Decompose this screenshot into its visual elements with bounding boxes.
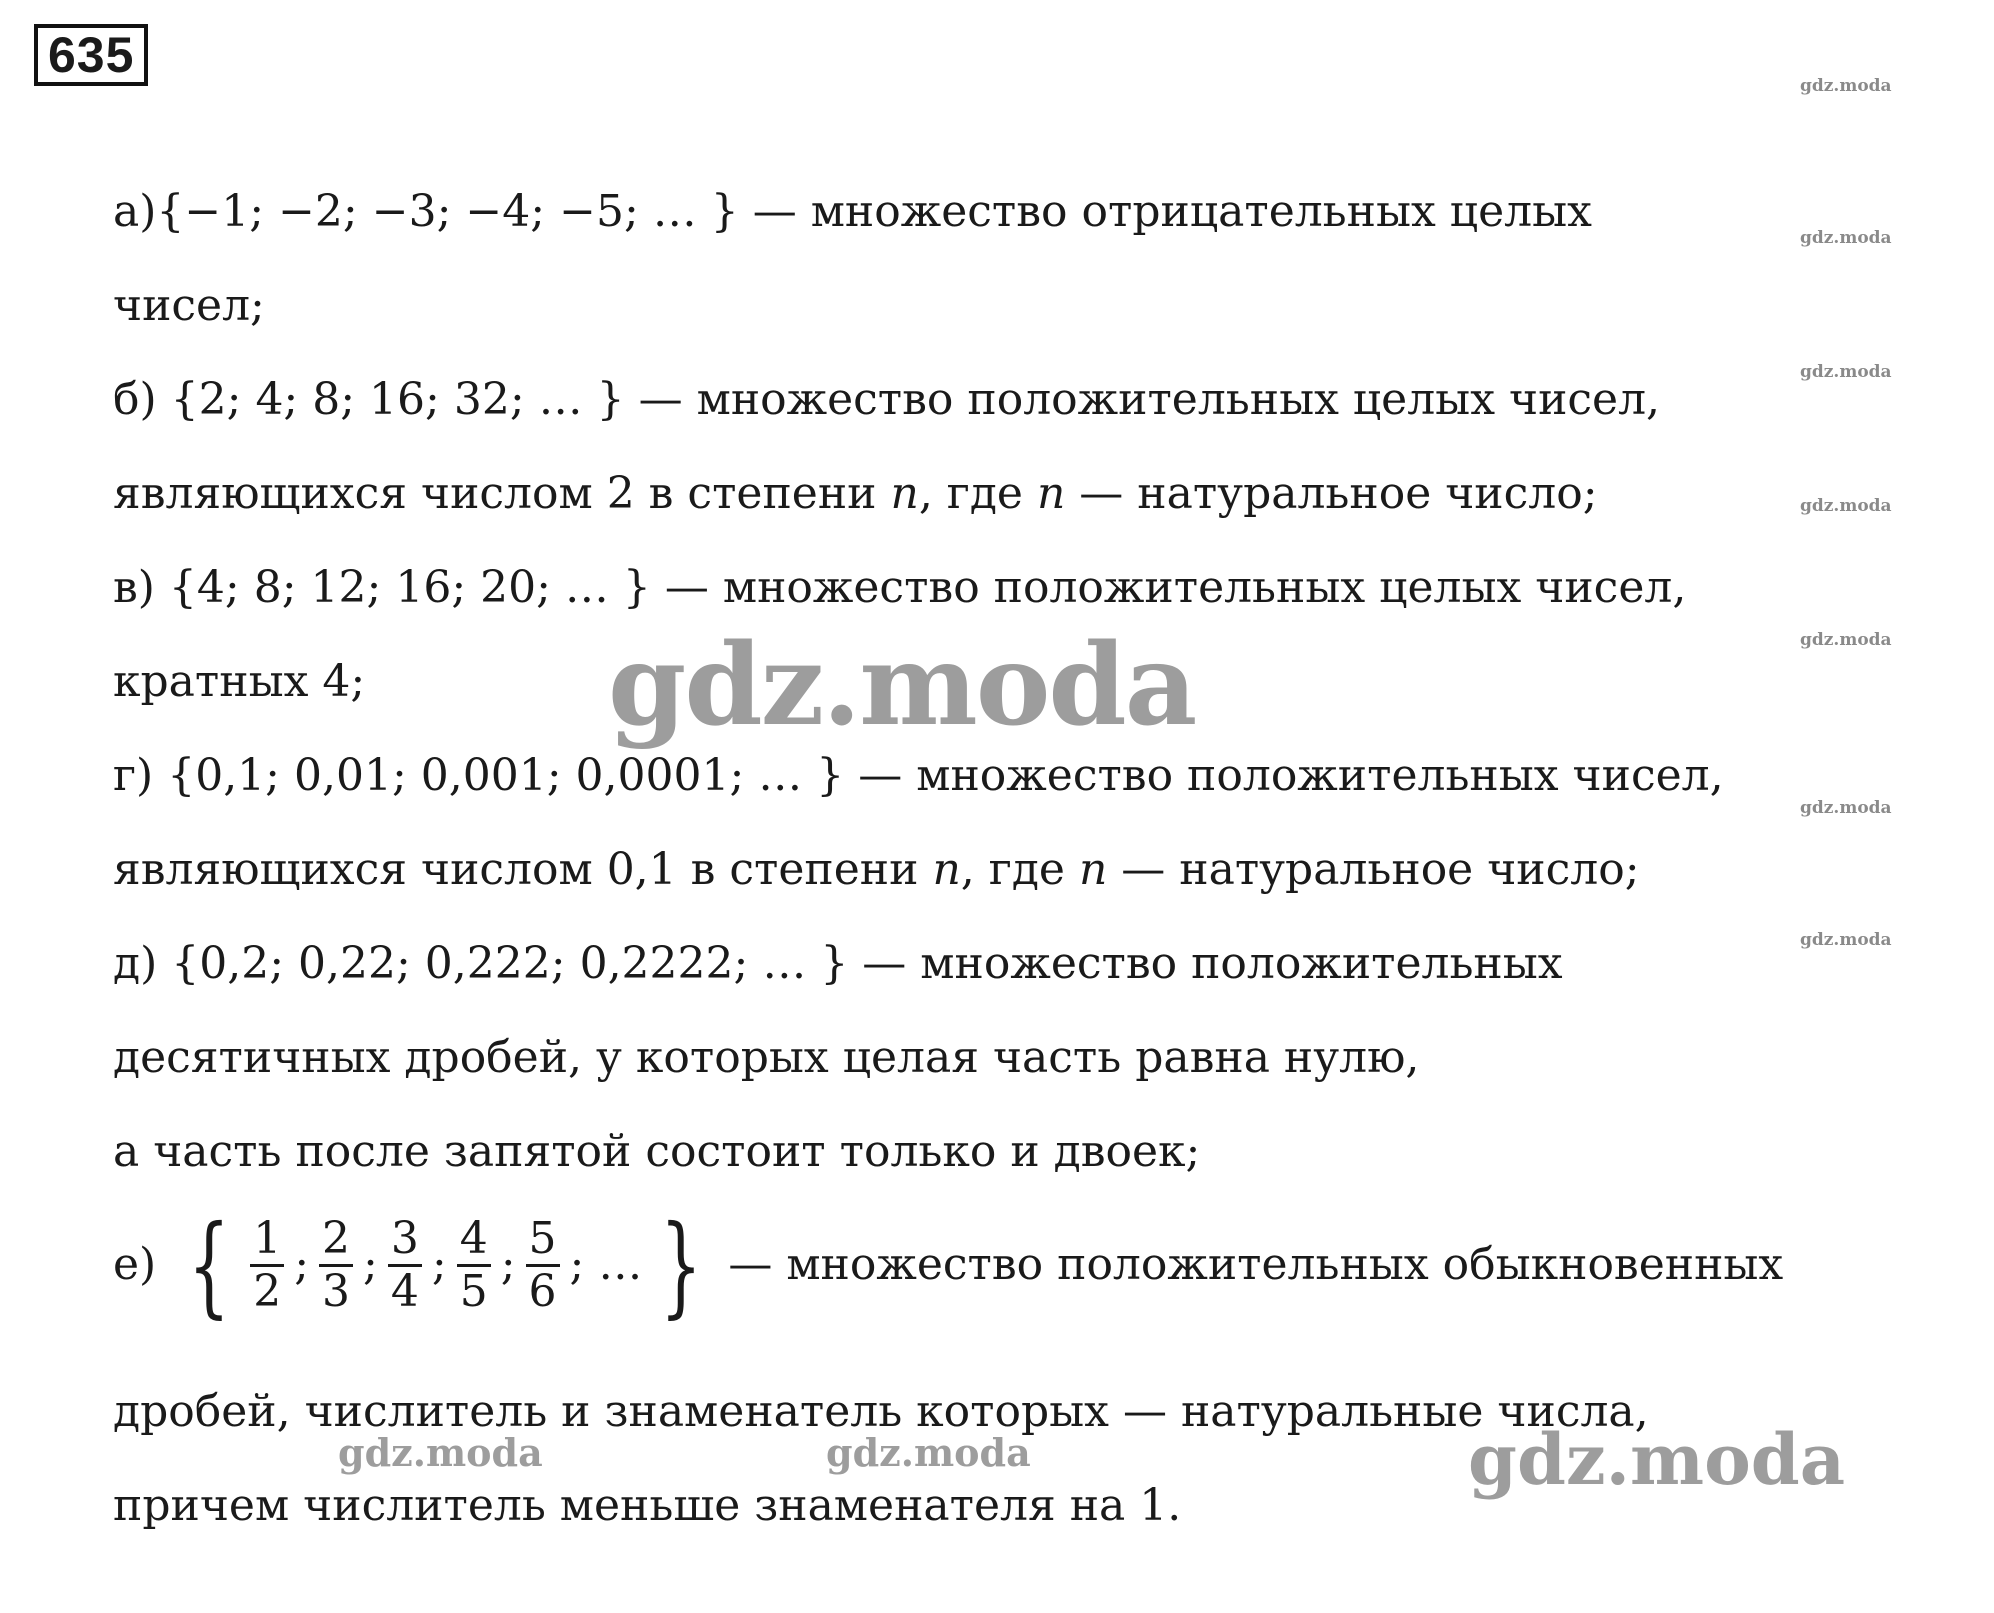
var-n: n [890, 468, 919, 519]
watermark: gdz.moda [1800, 930, 1892, 950]
line-d-cont2: а часть после запятой состоит только и двоек; [113, 1126, 1201, 1177]
fraction [457, 1214, 491, 1317]
var-n: n [1078, 844, 1108, 895]
denominator: 3 [322, 1265, 351, 1317]
ellipsis: ; … [569, 1239, 643, 1290]
numerator: 4 [459, 1212, 488, 1264]
line-b: б) {2; 4; 8; 16; 32; … } — множество положительных целых чисел, [113, 374, 1661, 425]
watermark: gdz.moda [1800, 362, 1892, 382]
line-v-cont: кратных 4; [113, 656, 366, 707]
watermark: gdz.moda [1800, 228, 1892, 248]
denominator: 6 [528, 1265, 557, 1317]
line-b-text1: являющихся числом 2 в степени [113, 468, 877, 519]
line-e-cont1: дробей, числитель и знаменатель которых — натуральные числа, [113, 1386, 1649, 1437]
watermark-large: gdz.moda [608, 620, 1196, 751]
line-g-text3: — натуральное число; [1107, 844, 1640, 895]
separator: ; [294, 1239, 310, 1290]
numerator: 1 [253, 1212, 282, 1264]
line-e [113, 1201, 1784, 1329]
line-a-cont: чисел; [113, 280, 265, 331]
item-e-label: е) [113, 1239, 157, 1290]
watermark: gdz.moda [1800, 496, 1892, 516]
line-b-cont [113, 466, 1598, 522]
denominator: 5 [459, 1265, 488, 1317]
numerator: 2 [322, 1212, 351, 1264]
task-number: 635 [34, 24, 148, 86]
denominator: 4 [390, 1265, 419, 1317]
numerator: 5 [528, 1212, 557, 1264]
line-b-text3: — натуральное число; [1065, 468, 1598, 519]
line-g: г) {0,1; 0,01; 0,001; 0,0001; … } — множество положительных чисел, [113, 750, 1724, 801]
item-e-tail: — множество положительных обыкновенных [728, 1239, 1784, 1290]
line-g-cont [113, 842, 1640, 898]
fraction [319, 1214, 353, 1317]
var-n: n [932, 844, 961, 895]
fraction [250, 1214, 284, 1317]
line-g-text2: , где [960, 844, 1065, 895]
line-d-cont1: десятичных дробей, у которых целая часть равна нулю, [113, 1032, 1420, 1083]
separator: ; [363, 1239, 378, 1290]
var-n: n [1036, 468, 1066, 519]
separator: ; [500, 1239, 516, 1290]
watermark: gdz.moda [826, 1430, 1031, 1475]
watermark: gdz.moda [1800, 798, 1892, 818]
line-b-text2: , где [918, 468, 1023, 519]
separator: ; [431, 1239, 447, 1290]
watermark: gdz.moda [1800, 76, 1892, 96]
line-v: в) {4; 8; 12; 16; 20; … } — множество положительных целых чисел, [113, 562, 1687, 613]
close-brace: } [660, 1201, 703, 1329]
watermark: gdz.moda [338, 1430, 543, 1475]
line-g-text1: являющихся числом 0,1 в степени [113, 844, 919, 895]
watermark: gdz.moda [1468, 1418, 1846, 1501]
denominator: 2 [253, 1265, 282, 1317]
numerator: 3 [390, 1212, 419, 1264]
watermark: gdz.moda [1800, 630, 1892, 650]
line-e-cont2: причем числитель меньше знаменателя на 1. [113, 1480, 1182, 1531]
open-brace: { [188, 1201, 231, 1329]
fraction [388, 1214, 422, 1317]
line-a: а){−1; −2; −3; −4; −5; … } — множество отрицательных целых [113, 186, 1592, 237]
fraction [526, 1214, 560, 1317]
line-d: д) {0,2; 0,22; 0,222; 0,2222; … } — множество положительных [113, 938, 1563, 989]
